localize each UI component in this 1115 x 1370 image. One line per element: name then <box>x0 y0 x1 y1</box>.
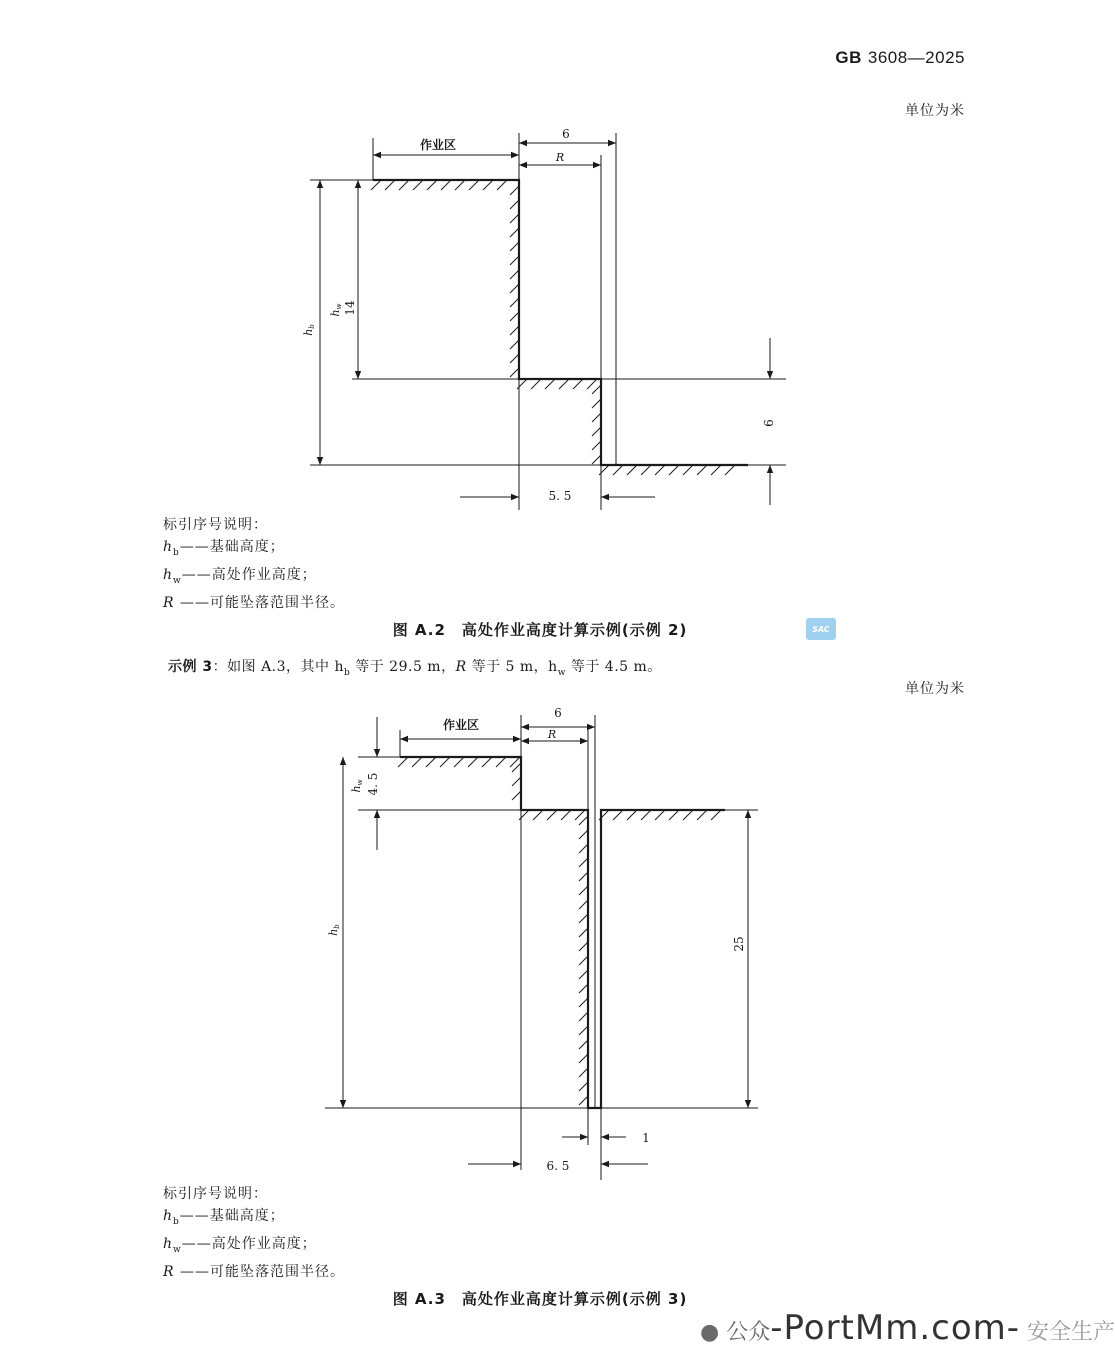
hatch-mark <box>547 810 557 820</box>
fig3-dim-1: 1 <box>642 1131 650 1145</box>
hatch-mark <box>510 214 519 223</box>
fig2-dim-r: R <box>555 151 565 164</box>
hatch-mark <box>533 810 543 820</box>
hatch-mark <box>592 441 601 450</box>
fig3-dim-hw: hw <box>350 779 364 793</box>
fig3-unit: 单位为米 <box>905 681 965 697</box>
hatch-mark <box>711 810 721 820</box>
hatch-mark <box>426 757 436 767</box>
hatch-mark <box>579 1026 588 1035</box>
legend-item-r: R ——可能坠落范围半径。 <box>163 1263 345 1280</box>
hatch-mark <box>510 256 519 265</box>
hatch-mark <box>592 413 601 422</box>
hatch-mark <box>627 465 637 475</box>
hatch-mark <box>575 810 585 820</box>
hatch-mark <box>579 1040 588 1049</box>
hatch-mark <box>510 326 519 335</box>
hatch-mark <box>441 180 451 190</box>
hatch-mark <box>412 757 422 767</box>
hatch-mark <box>510 200 519 209</box>
fig2-unit: 单位为米 <box>905 103 965 119</box>
hatch-mark <box>579 858 588 867</box>
hatch-mark <box>711 465 721 475</box>
hatch-mark <box>413 180 423 190</box>
hatch-mark <box>579 830 588 839</box>
hatch-mark <box>579 900 588 909</box>
fig3-work-zone-label: 作业区 <box>442 718 480 732</box>
fig2-dim-14: 14 <box>343 300 357 316</box>
fig2-legend <box>163 514 345 614</box>
hatch-mark <box>655 810 665 820</box>
hatch-mark <box>510 228 519 237</box>
fig2-dim-6-top: 6 <box>562 127 570 141</box>
hatch-mark <box>579 872 588 881</box>
hatch-mark <box>627 810 637 820</box>
hatch-mark <box>454 757 464 767</box>
hatch-mark <box>592 427 601 436</box>
hatch-mark <box>468 757 478 767</box>
hatch-mark <box>592 455 601 464</box>
hatch-mark <box>371 180 381 190</box>
legend-item-hb: $h_b——$基础高度； <box>163 1208 285 1227</box>
hatch-mark <box>683 810 693 820</box>
hatch-mark <box>510 312 519 321</box>
fig2-dim-hb: hb <box>302 324 316 336</box>
hatch-mark <box>482 757 492 767</box>
fig2-dim-5-5: 5. 5 <box>548 489 572 503</box>
hatch-mark <box>385 180 395 190</box>
hatch-mark <box>579 942 588 951</box>
watermark-brand: -PortMm.com- <box>770 1308 1021 1348</box>
hatch-mark <box>512 791 521 800</box>
hatch-mark <box>399 180 409 190</box>
hatch-mark <box>427 180 437 190</box>
legend-title: 标引序号说明： <box>163 517 268 533</box>
hatch-mark <box>573 379 583 389</box>
fig3-dim-4-5: 4. 5 <box>366 772 380 796</box>
fig3-dim-25: 25 <box>732 936 746 952</box>
hatch-mark <box>641 810 651 820</box>
example3-text: 示例 3：如图 A.3，其中 $h_b$ 等于 29.5 m，R 等于 5 m，$h_w$ 等于 4.5 m。 <box>168 659 662 678</box>
hatch-mark <box>579 956 588 965</box>
fig3-dim-hb: hb <box>327 924 341 936</box>
watermark: ● 公众-PortMm.com- 安全生产 <box>700 1308 1115 1348</box>
fig3-legend <box>163 1183 345 1283</box>
hatch-mark <box>683 465 693 475</box>
hatch-mark <box>510 242 519 251</box>
hatch-mark <box>587 379 597 389</box>
hatch-mark <box>510 284 519 293</box>
legend-item-hw: $h_w——$高处作业高度； <box>163 1235 317 1255</box>
hatch-mark <box>579 928 588 937</box>
fig3-dim-r: R <box>547 728 557 741</box>
hatch-mark <box>579 1054 588 1063</box>
hatch-mark <box>697 810 707 820</box>
hatch-mark <box>641 465 651 475</box>
hatch-mark <box>455 180 465 190</box>
figure-a3-diagram <box>0 690 1080 1190</box>
hatch-mark <box>579 844 588 853</box>
hatch-mark <box>655 465 665 475</box>
hatch-mark <box>613 465 623 475</box>
hatch-mark <box>725 465 735 475</box>
legend-item-hb: $h_b——$基础高度； <box>163 539 285 558</box>
hatch-mark <box>579 1096 588 1105</box>
legend-item-hw: $h_w——$高处作业高度； <box>163 566 317 586</box>
hatch-mark <box>669 810 679 820</box>
hatch-mark <box>579 1082 588 1091</box>
hatch-mark <box>510 298 519 307</box>
hatch-mark <box>510 340 519 349</box>
hatch-mark <box>561 810 571 820</box>
hatch-mark <box>579 914 588 923</box>
hatch-mark <box>579 970 588 979</box>
hatch-mark <box>579 816 588 825</box>
hatch-mark <box>579 998 588 1007</box>
hatch-mark <box>497 180 507 190</box>
sac-logo: SAC <box>806 618 836 640</box>
fig2-dim-hw: hw <box>329 303 343 317</box>
hatch-mark <box>531 379 541 389</box>
hatch-mark <box>512 777 521 786</box>
hatch-mark <box>559 379 569 389</box>
hatch-mark <box>469 180 479 190</box>
hatch-mark <box>579 984 588 993</box>
hatch-mark <box>398 757 408 767</box>
hatch-mark <box>510 270 519 279</box>
fig3-caption: 图 A.3 高处作业高度计算示例(示例 3) <box>392 1290 688 1308</box>
hatch-mark <box>510 186 519 195</box>
hatch-mark <box>669 465 679 475</box>
fig2-dim-6-right: 6 <box>762 419 776 427</box>
hatch-mark <box>496 757 506 767</box>
hatch-mark <box>592 399 601 408</box>
standard-code: GB <box>835 48 862 67</box>
figure-a2-diagram <box>0 0 1080 520</box>
hatch-mark <box>579 886 588 895</box>
legend-item-r: R ——可能坠落范围半径。 <box>163 594 345 611</box>
hatch-mark <box>545 379 555 389</box>
fig3-dim-6: 6 <box>554 706 562 720</box>
standard-number: 3608—2025 <box>867 48 965 67</box>
hatch-mark <box>579 1012 588 1021</box>
hatch-mark <box>510 368 519 377</box>
hatch-mark <box>483 180 493 190</box>
hatch-mark <box>510 354 519 363</box>
legend-title: 标引序号说明： <box>163 1186 268 1202</box>
fig2-caption: 图 A.2 高处作业高度计算示例(示例 2) <box>392 621 688 639</box>
hatch-mark <box>579 1068 588 1077</box>
wechat-icon: ● <box>700 1320 720 1345</box>
hatch-mark <box>440 757 450 767</box>
hatch-mark <box>697 465 707 475</box>
fig2-work-zone-label: 作业区 <box>419 138 457 152</box>
hatch-mark <box>613 810 623 820</box>
hatch-mark <box>592 385 601 394</box>
fig3-dim-6-5: 6. 5 <box>546 1159 570 1173</box>
